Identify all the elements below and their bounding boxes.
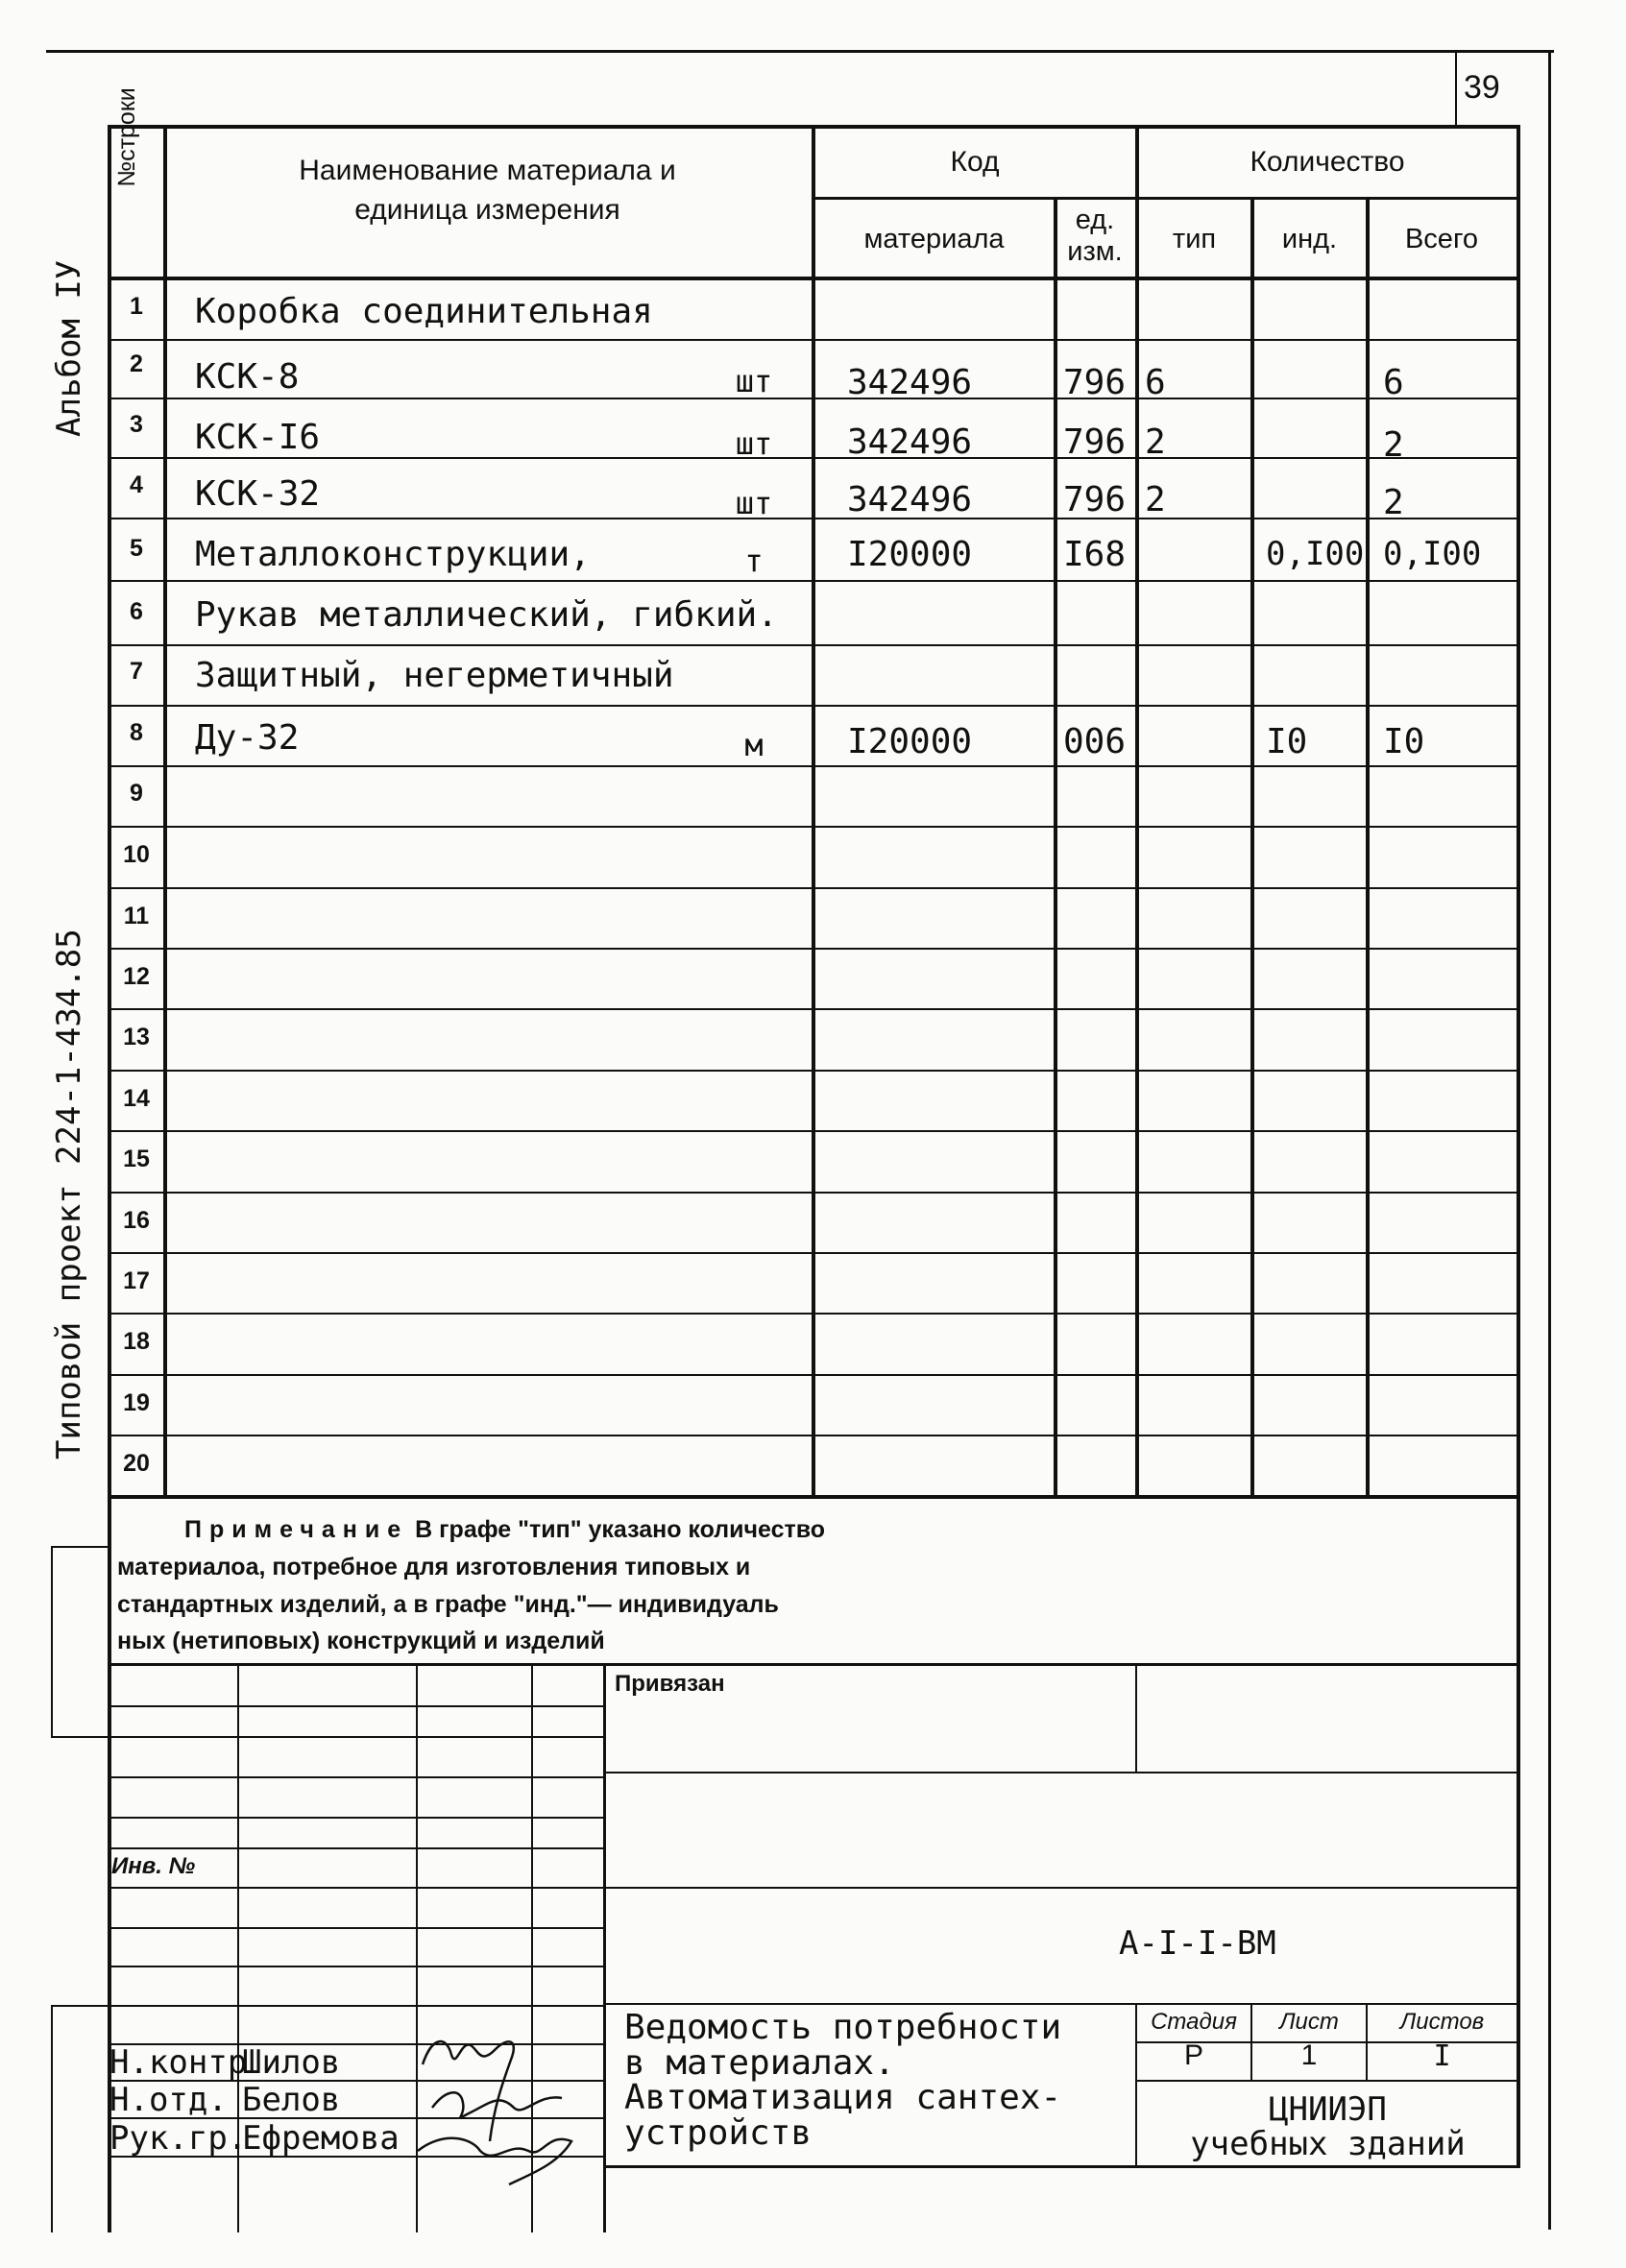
row-number: 14 (123, 1085, 150, 1112)
page-number-box-left (1455, 50, 1457, 125)
row-number: 10 (123, 841, 150, 868)
code-unit-header-1: ед. (1075, 205, 1115, 235)
stamp-left-rule (108, 1776, 603, 1778)
row-number: 5 (130, 535, 143, 562)
top-rule (46, 50, 1554, 53)
stamp-left-rule (51, 1736, 603, 1738)
signatory-name: Белов (242, 2081, 341, 2119)
row-rule (108, 644, 1520, 646)
right-rule (1548, 50, 1551, 2230)
qty-ind-header: инд. (1281, 224, 1338, 254)
signature-3 (418, 2138, 571, 2184)
stamp-left-rule (108, 1705, 603, 1707)
col-num-border (163, 125, 167, 1498)
unit-code: 796 (1063, 480, 1127, 519)
material-code: І20000 (847, 722, 973, 761)
header-bottom-rule (108, 277, 1520, 280)
qty-individual: 0,І00 (1266, 535, 1365, 573)
material-unit: м (744, 727, 764, 763)
title-line-4: устройств (624, 2113, 813, 2154)
col-name-border (812, 125, 815, 1498)
organization-line-2: учебных зданий (1190, 2124, 1466, 2163)
row-rule (108, 1130, 1520, 1132)
col-code-border (1135, 125, 1139, 1498)
note-line-1 (117, 1511, 943, 1549)
code-material-header: материала (863, 224, 1005, 254)
stamp-left-edge (51, 1546, 53, 1738)
row-number-header: №строки (113, 87, 140, 187)
title-line-3: Автоматизация сантех- (624, 2078, 1062, 2118)
quantity-header: Количество (1250, 146, 1405, 178)
title-line-2: в материалах. (624, 2042, 895, 2083)
row-number: 13 (123, 1024, 150, 1050)
title-line-1: Ведомость потребности (624, 2008, 1062, 2047)
row-number: 7 (130, 658, 143, 685)
document-code: А-І-І-ВМ (1119, 1924, 1276, 1963)
unit-code: 796 (1063, 363, 1127, 402)
qty-total: 6 (1383, 363, 1404, 402)
note-line-4: ных (нетиповых) конструкций и изделий (117, 1628, 605, 1655)
stamp-left-edge-lower (51, 2007, 53, 2232)
material-unit: шт (735, 425, 773, 462)
organization (1138, 2090, 1517, 2163)
stage-label: Стадия (1151, 2009, 1237, 2035)
signatory-role: Н.контр (109, 2043, 248, 2082)
row-rule (108, 457, 1520, 459)
row-number: 16 (123, 1207, 150, 1234)
material-name: Рукав металлический, гибкий. (195, 595, 778, 635)
page-number: 39 (1464, 69, 1500, 106)
sheet-label: Лист (1279, 2009, 1339, 2035)
row-number: 15 (123, 1146, 150, 1172)
bound-label: Привязан (615, 1671, 725, 1697)
row-number: 11 (123, 903, 150, 929)
sheet-value: 1 (1300, 2039, 1318, 2071)
qty-type: 6 (1145, 363, 1166, 402)
row-rule (108, 887, 1520, 889)
row-number: 20 (123, 1450, 150, 1477)
material-name: КСК-32 (195, 474, 321, 514)
row-number: 8 (130, 719, 143, 746)
stamp-bottom-rule (603, 2165, 1520, 2168)
row-rule (108, 518, 1520, 519)
qty-total: 2 (1383, 425, 1404, 465)
stamp-rule (51, 1546, 110, 1548)
stamp-col-right (1135, 1663, 1137, 1773)
stamp-left-rule (108, 1927, 603, 1929)
material-name: КСК-І6 (195, 418, 321, 457)
row-rule (108, 1008, 1520, 1010)
material-name: Ду-32 (195, 718, 300, 758)
material-name: КСК-8 (195, 357, 300, 397)
row-rule (108, 339, 1520, 341)
row-rule (108, 1070, 1520, 1072)
row-rule (108, 1374, 1520, 1376)
row-rule (108, 1313, 1520, 1315)
table-body-bottom (108, 1495, 1520, 1499)
side-label-album: Альбом ІУ (50, 259, 88, 437)
qty-type: 2 (1145, 422, 1166, 462)
material-name: Металлоконструкции, (195, 535, 591, 574)
stamp-left-rule (108, 1887, 603, 1889)
code-header: Код (950, 146, 1000, 178)
col-type-border (1250, 197, 1254, 1498)
material-name: Коробка соединительная (195, 292, 653, 331)
row-rule (108, 1192, 1520, 1194)
stamp-left-rule (108, 1847, 603, 1849)
unit-code: І68 (1063, 535, 1127, 574)
row-rule (108, 705, 1520, 707)
note-lead: Примечание (184, 1516, 409, 1543)
sheets-value: І (1433, 2039, 1451, 2073)
sheets-label: Листов (1399, 2009, 1485, 2035)
material-unit: шт (735, 363, 773, 399)
stamp-left-rule (108, 1966, 603, 1967)
qty-type: 2 (1145, 480, 1166, 519)
stamp-rule (603, 1772, 1520, 1773)
material-code: 342496 (847, 422, 973, 462)
row-rule (108, 398, 1520, 399)
name-header: Наименование материала и единица измерения (299, 155, 676, 226)
organization-line-1: ЦНИИЭП (1269, 2090, 1387, 2129)
qty-total: 0,І00 (1383, 535, 1482, 573)
signature-1 (423, 2041, 514, 2141)
note-text-1: В графе "тип" указано количество (415, 1516, 826, 1543)
qty-total: І0 (1383, 722, 1425, 761)
material-code: 342496 (847, 480, 973, 519)
qty-total-header: Всего (1404, 224, 1479, 254)
row-number: 2 (130, 350, 143, 377)
row-number: 17 (123, 1267, 150, 1294)
signatory-name: Ефремова (242, 2119, 400, 2158)
side-label-project: Типовой проект 224-1-434.85 (50, 929, 88, 1460)
inventory-number-label: Инв. № (111, 1853, 196, 1879)
row-number: 9 (130, 780, 143, 807)
stage-value: Р (1183, 2039, 1203, 2071)
material-code: І20000 (847, 535, 973, 574)
row-rule (108, 1435, 1520, 1436)
signatory-role: Н.отд. (109, 2081, 228, 2119)
stage-rule (1135, 2003, 1517, 2005)
note-line-3: стандартных изделий, а в графе "инд."— индивидуаль (117, 1590, 779, 1618)
row-rule (108, 1252, 1520, 1254)
table-right-border (1517, 125, 1520, 2165)
material-unit: т (744, 543, 764, 579)
material-code: 342496 (847, 363, 973, 402)
signatory-role: Рук.гр. (109, 2119, 248, 2158)
stamp-left-rule (108, 1817, 603, 1819)
row-rule (108, 580, 1520, 582)
handwritten-signatures (403, 1997, 615, 2199)
qty-type-header: тип (1172, 224, 1217, 254)
row-rule (108, 765, 1520, 767)
row-rule (108, 948, 1520, 950)
unit-code: 796 (1063, 422, 1127, 462)
header-mid-rule (812, 197, 1517, 200)
stamp-top-rule (108, 1663, 1520, 1666)
material-name: Защитный, негерметичный (195, 656, 674, 695)
row-number: 18 (123, 1328, 150, 1355)
col-ind-border (1366, 197, 1370, 1498)
row-number: 4 (130, 471, 143, 498)
unit-code: 006 (1063, 722, 1127, 761)
row-number: 1 (130, 293, 143, 320)
note (117, 1511, 943, 1660)
material-unit: шт (735, 485, 773, 521)
table-left-border (108, 125, 111, 2232)
row-number: 12 (123, 963, 150, 990)
qty-individual: І0 (1266, 722, 1308, 761)
signatory-name: Шилов (242, 2043, 341, 2082)
row-number: 19 (123, 1389, 150, 1416)
name-header-line (168, 152, 807, 229)
stage-rule (1135, 2080, 1517, 2082)
document-title (624, 2008, 1062, 2154)
col-material-border (1054, 197, 1057, 1498)
code-unit-header-2: изм. (1067, 236, 1123, 267)
qty-total: 2 (1383, 483, 1404, 522)
stamp-rule (603, 1887, 1520, 1889)
note-line-2: материалоа, потребное для изготовления типовых и (117, 1553, 751, 1580)
row-rule (108, 826, 1520, 828)
row-number: 6 (130, 598, 143, 625)
row-number: 3 (130, 411, 143, 438)
